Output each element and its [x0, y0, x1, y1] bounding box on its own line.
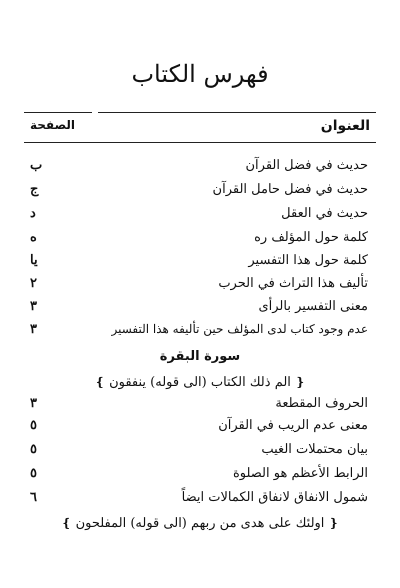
entry-page: ج [30, 182, 39, 197]
entry-title: الرابط الأعظم هو الصلوة [232, 466, 368, 481]
entry-title: معنى عدم الريب في القرآن [218, 418, 368, 433]
toc-row [30, 442, 368, 464]
toc-row [30, 158, 368, 180]
surah-heading: سورة البقرة [159, 349, 241, 364]
verse-range-2 [0, 516, 400, 531]
page-title: فهرس الكتاب [131, 60, 269, 88]
toc-header [24, 118, 376, 140]
entry-page: د [30, 206, 36, 221]
toc-row [30, 322, 368, 344]
entry-title: حديث في العقل [281, 206, 368, 221]
ornament-right-icon: ❴ [295, 375, 306, 389]
entry-page: ٥ [30, 466, 37, 481]
ornament-left-icon: ❵ [61, 516, 72, 530]
toc-row [30, 253, 368, 275]
entry-page: ٥ [30, 418, 37, 433]
entry-title: تأليف هذا التراث في الحرب [218, 276, 368, 291]
verse-range-text: الم ذلك الكتاب (الى قوله) ينفقون [109, 375, 291, 390]
entry-page: يا [30, 253, 38, 268]
entry-title: شمول الانفاق لانفاق الكمالات ايضاً [181, 490, 368, 505]
column-page-label: الصفحة [30, 118, 76, 132]
verse-range-text: اولئك على هدى من ربهم (الى قوله) المفلحون [75, 516, 325, 531]
toc-row [30, 276, 368, 298]
toc-row [30, 490, 368, 512]
entry-page: ه [30, 230, 37, 245]
entry-title: حديث في فضل حامل القرآن [212, 182, 368, 197]
entry-title: كلمة حول هذا التفسير [248, 253, 368, 268]
toc-row [30, 230, 368, 252]
toc-row [30, 182, 368, 204]
entry-page: ٣ [30, 299, 37, 314]
entry-page: ٣ [30, 322, 37, 337]
entry-title: معنى التفسير بالرأى [258, 299, 368, 314]
entry-page: ٣ [30, 396, 37, 411]
entry-title: كلمة حول المؤلف ره [254, 230, 368, 245]
toc-row [30, 396, 368, 418]
ornament-left-icon: ❵ [94, 375, 105, 389]
entry-title: عدم وجود كتاب لدى المؤلف حين تأليفه هذا التفسير [111, 322, 368, 336]
entry-title: بيان محتملات الغيب [261, 442, 368, 457]
entry-page: ب [30, 158, 43, 173]
header-rule-title [98, 112, 376, 113]
header-rule-page [24, 112, 92, 113]
toc-row [30, 206, 368, 228]
entry-title: حديث في فضل القرآن [245, 158, 368, 173]
header-underline [24, 142, 376, 143]
toc-row [30, 466, 368, 488]
verse-range-1 [0, 375, 400, 390]
entry-page: ٥ [30, 442, 37, 457]
toc-row [30, 299, 368, 321]
ornament-right-icon: ❴ [328, 516, 339, 530]
entry-page: ٦ [30, 490, 37, 505]
entry-page: ٢ [30, 276, 37, 291]
entry-title: الحروف المقطعة [275, 396, 368, 411]
toc-row [30, 418, 368, 440]
column-title-label: العنوان [320, 118, 370, 134]
